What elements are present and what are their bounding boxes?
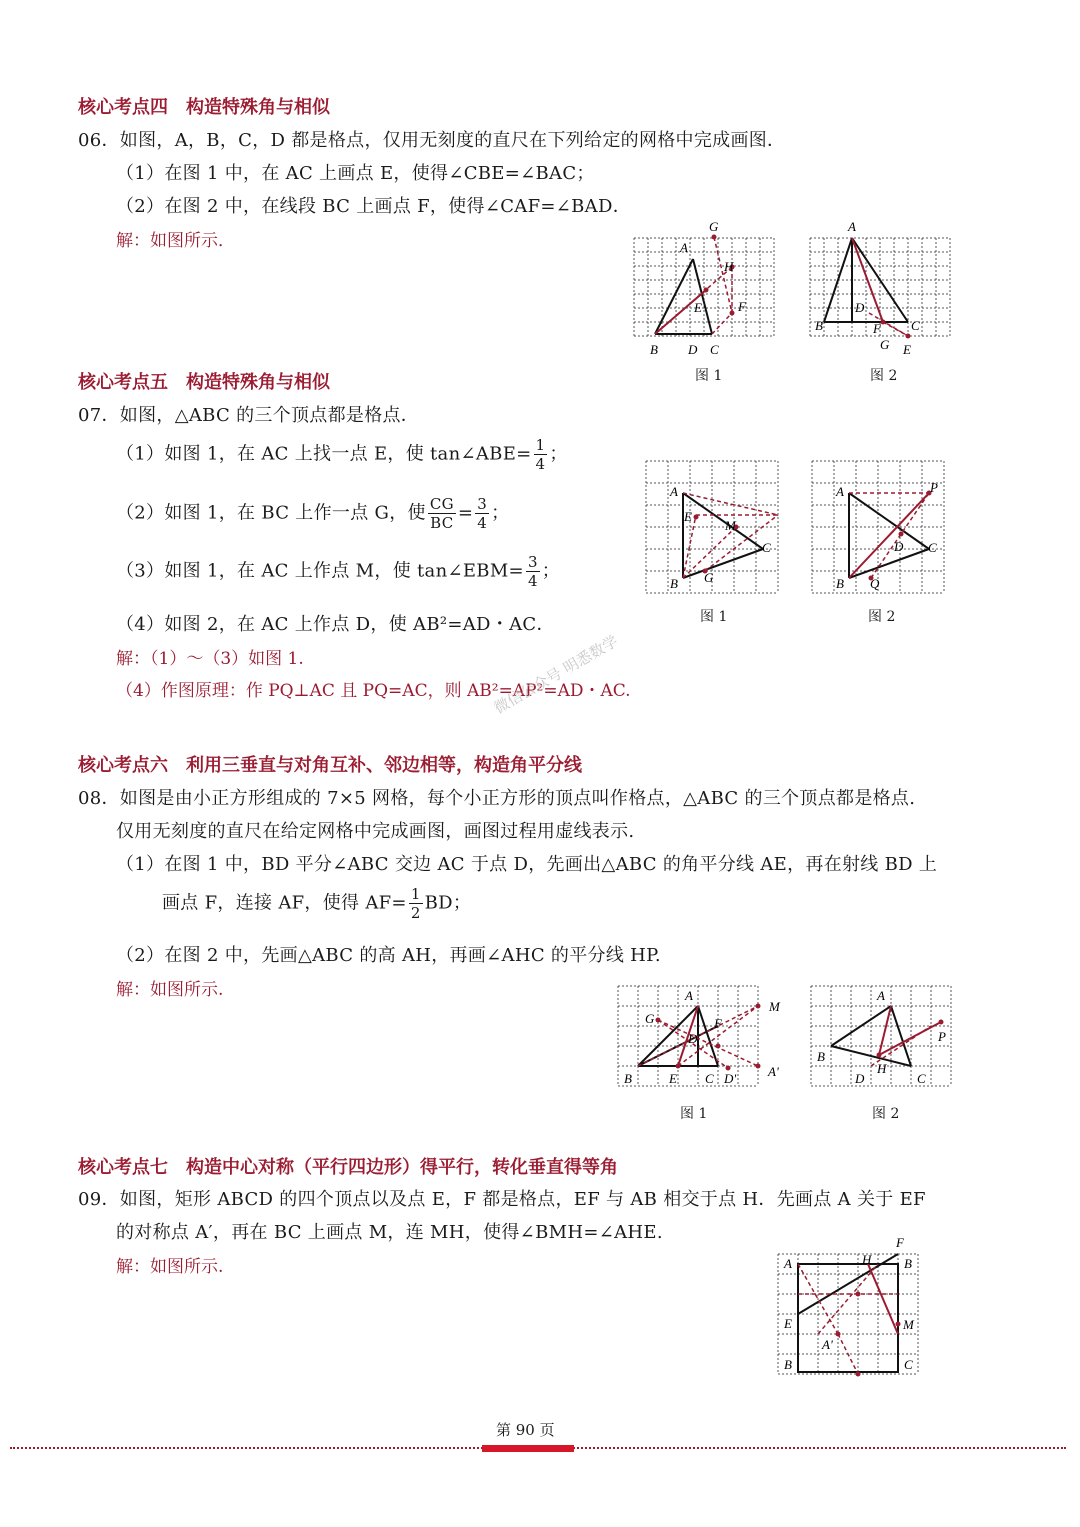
label-B: B <box>624 1071 632 1086</box>
problem-09-solution: 解：如图所示. <box>116 1257 224 1277</box>
label-F: F <box>714 1016 722 1031</box>
figure-06-1-caption: 图 1 <box>695 368 723 384</box>
section-heading-7: 核心考点七 构造中心对称（平行四边形）得平行，转化垂直得等角 <box>78 1157 618 1178</box>
label-F: F <box>896 1235 904 1250</box>
problem-08-part-2: （2）在图 2 中，先画△ABC 的高 AH，再画∠AHC 的平分线 HP. <box>116 945 661 966</box>
figure-08-1-caption: 图 1 <box>680 1106 708 1122</box>
problem-07-part-1: （1）如图 1，在 AC 上找一点 E，使 tan∠ABE= $\frac{1}{4}$ ； <box>116 436 568 473</box>
label-D-prime: D' <box>724 1071 737 1086</box>
label-E: E <box>669 1071 677 1086</box>
problem-08-part-1b: 画点 F，连接 AF，使得 AF= $\frac{1}{2}$ BD； <box>162 885 472 922</box>
problem-07-part-4: （4）如图 2，在 AC 上作点 D，使 AB²=AD・AC． <box>116 614 555 635</box>
figure-08-2-caption: 图 2 <box>872 1106 900 1122</box>
label-C: C <box>928 540 937 555</box>
footer-accent-bar <box>482 1445 574 1452</box>
label-A-prime: A' <box>768 1064 779 1079</box>
label-F: F <box>738 299 746 314</box>
figure-09 <box>772 1232 932 1382</box>
figure-06-2-caption: 图 2 <box>870 368 898 384</box>
label-E: E <box>903 342 911 357</box>
label-A-prime: A' <box>822 1337 833 1352</box>
label-H: H <box>877 1061 887 1076</box>
label-B: B <box>817 1049 825 1064</box>
problem-07-solution-2: （4）作图原理：作 PQ⊥AC 且 PQ=AC，则 AB²=AP²=AD・AC. <box>116 681 631 701</box>
problem-08-line-2: 仅用无刻度的直尺在给定网格中完成画图，画图过程用虚线表示. <box>116 821 635 842</box>
label-A: A <box>670 484 678 499</box>
label-E: E <box>694 300 702 315</box>
label-B: B <box>670 576 678 591</box>
label-H: H <box>724 259 734 274</box>
label-A: A <box>836 484 844 499</box>
problem-08-line-1: 08．如图是由小正方形组成的 7×5 网格，每个小正方形的顶点叫作格点，△ABC 的三个顶点都是格点. <box>78 788 916 809</box>
figure-07-2-caption: 图 2 <box>868 609 896 625</box>
label-M: M <box>769 999 780 1014</box>
label-C: C <box>705 1071 714 1086</box>
label-C: C <box>911 318 920 333</box>
label-D: D <box>855 1071 865 1086</box>
section-heading-5: 核心考点五 构造特殊角与相似 <box>78 372 330 393</box>
figure-07-2 <box>806 455 956 605</box>
label-B: B <box>815 318 823 333</box>
label-M: M <box>903 1317 914 1332</box>
section-heading-6: 核心考点六 利用三垂直与对角互补、邻边相等，构造角平分线 <box>78 755 582 776</box>
problem-06-part-1: （1）在图 1 中，在 AC 上画点 E，使得∠CBE=∠BAC； <box>116 163 595 184</box>
figure-06-2 <box>805 215 960 365</box>
page-number: 第 90 页 <box>496 1421 555 1439</box>
label-P: P <box>938 1029 946 1044</box>
label-C: C <box>762 540 771 555</box>
figure-08-1 <box>612 980 792 1095</box>
problem-08-solution: 解：如图所示. <box>116 980 224 1000</box>
figure-07-1 <box>640 455 790 605</box>
label-B: B <box>904 1256 912 1271</box>
label-B: B <box>836 576 844 591</box>
label-A: A <box>848 219 856 234</box>
watermark: 微信公众号 明悉数学 <box>491 631 622 718</box>
section-heading-4: 核心考点四 构造特殊角与相似 <box>78 97 330 118</box>
label-G: G <box>645 1011 655 1026</box>
label-A: A <box>685 988 693 1003</box>
label-G: G <box>704 570 714 585</box>
label-E: E <box>784 1316 792 1331</box>
label-H: H <box>862 1252 872 1267</box>
label-D: D <box>688 342 698 357</box>
figure-08-2 <box>805 980 965 1095</box>
label-M: M <box>725 518 736 533</box>
label-C: C <box>917 1071 926 1086</box>
label-D: D <box>855 300 865 315</box>
figure-07-1-caption: 图 1 <box>700 609 728 625</box>
label-B: B <box>650 342 658 357</box>
label-F: F <box>873 321 881 336</box>
label-G: G <box>880 337 890 352</box>
label-D: D <box>688 1031 698 1046</box>
label-C: C <box>904 1357 913 1372</box>
label-G: G <box>709 219 719 234</box>
figure-06-1 <box>628 215 783 365</box>
problem-08-part-1a: （1）在图 1 中，BD 平分∠ABC 交边 AC 于点 D，先画出△ABC 的角平分线 AE，再在射线 BD 上 <box>116 854 938 875</box>
label-C: C <box>710 342 719 357</box>
problem-09-line-2: 的对称点 A′，再在 BC 上画点 M，连 MH，使得∠BMH=∠AHE. <box>116 1222 663 1243</box>
label-A: A <box>877 988 885 1003</box>
problem-09-line-1: 09．如图，矩形 ABCD 的四个顶点以及点 E，F 都是格点，EF 与 AB 相交于点 H．先画点 A 关于 EF <box>78 1189 926 1210</box>
label-P: P <box>930 480 938 495</box>
label-A: A <box>680 240 688 255</box>
label-D: D <box>894 539 904 554</box>
label-Q: Q <box>870 576 880 591</box>
label-B2: B <box>784 1357 792 1372</box>
problem-06-part-2: （2）在图 2 中，在线段 BC 上画点 F，使得∠CAF=∠BAD． <box>116 196 631 217</box>
label-E: E <box>684 509 692 524</box>
problem-06-solution: 解：如图所示． <box>116 231 235 251</box>
problem-07-part-2: （2）如图 1，在 BC 上作一点 G，使 $\frac{CG}{BC}$ = $\frac{3}{4}$ ； <box>116 495 510 532</box>
label-A: A <box>784 1256 792 1271</box>
problem-07-part-3: （3）如图 1，在 AC 上作点 M，使 tan∠EBM= $\frac{3}{4}$ ； <box>116 553 561 590</box>
problem-07-solution-1: 解：（1）～（3）如图 1. <box>116 649 304 669</box>
problem-06: 06．如图，A，B，C，D 都是格点，仅用无刻度的直尺在下列给定的网格中完成画图． <box>78 130 786 151</box>
problem-07: 07．如图，△ABC 的三个顶点都是格点． <box>78 405 420 426</box>
